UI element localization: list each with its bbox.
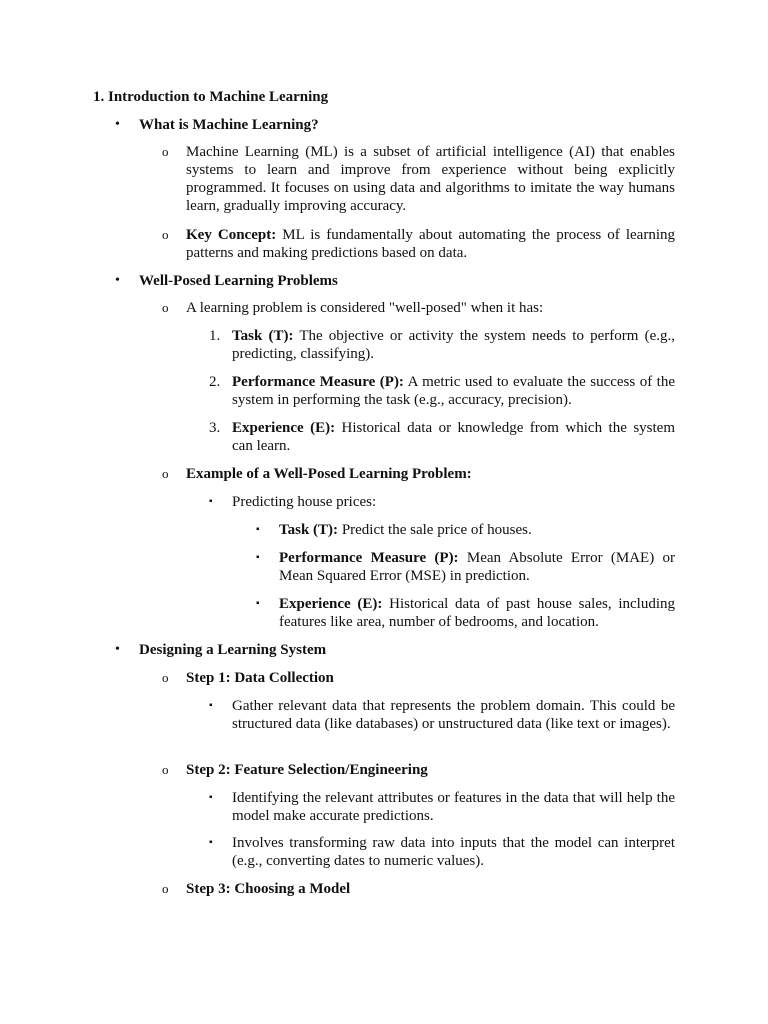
item-text: Predict the sale price of houses.	[338, 522, 532, 538]
item-text: Historical data of past house sales, including features like area, number of bedrooms, and location.	[279, 596, 675, 630]
step2-title: Step 2: Feature Selection/Engineering	[186, 762, 428, 778]
step3-title: Step 3: Choosing a Model	[186, 881, 351, 897]
example-item-performance	[279, 549, 675, 585]
designing-title: Designing a Learning System	[139, 642, 327, 658]
square-bullet-glyph: ▪	[209, 837, 213, 848]
list-item-performance	[232, 373, 675, 409]
step2-item: Involves transforming raw data into inputs that the model can interpret (e.g., converting dates to numeric values).	[232, 835, 675, 869]
item-label: Experience (E):	[279, 596, 383, 612]
bullet-glyph: •	[115, 642, 120, 657]
circle-bullet-glyph: o	[162, 762, 169, 777]
example-item-task	[279, 521, 675, 539]
square-bullet-glyph: ▪	[209, 700, 213, 711]
well-posed-intro: A learning problem is considered "well-posed" when it has:	[186, 300, 544, 316]
example-intro: Predicting house prices:	[232, 494, 377, 510]
circle-bullet-glyph: o	[162, 466, 169, 481]
item-label: Task (T):	[279, 522, 339, 538]
section-heading: 1. Introduction to Machine Learning	[93, 89, 329, 105]
circle-bullet-glyph: o	[162, 300, 169, 315]
square-bullet-glyph: ▪	[256, 598, 260, 609]
square-bullet-glyph: ▪	[209, 496, 213, 507]
list-item-experience	[232, 419, 675, 455]
bullet-glyph: •	[115, 273, 120, 288]
list-number: 1.	[209, 328, 221, 344]
circle-bullet-glyph: o	[162, 881, 169, 896]
square-bullet-glyph: ▪	[256, 524, 260, 535]
list-number: 3.	[209, 420, 221, 436]
example-title: Example of a Well-Posed Learning Problem:	[186, 466, 472, 482]
circle-bullet-glyph: o	[162, 670, 169, 685]
key-concept	[186, 226, 675, 262]
item-label: Task (T):	[232, 328, 294, 344]
item-text: The objective or activity the system needs to perform (e.g., predicting, classifying).	[232, 328, 675, 362]
key-concept-label: Key Concept:	[186, 227, 277, 243]
square-bullet-glyph: ▪	[209, 792, 213, 803]
step1-item: Gather relevant data that represents the problem domain. This could be structured data (like databases) or unstructured data (like text or images).	[232, 698, 675, 732]
item-text: Mean Absolute Error (MAE) or Mean Squared Error (MSE) in prediction.	[279, 550, 675, 584]
item-label: Experience (E):	[232, 420, 336, 436]
key-concept-text: ML is fundamentally about automating the process of learning patterns and making predictions based on data.	[186, 227, 675, 261]
step1-title: Step 1: Data Collection	[186, 670, 334, 686]
item-label: Performance Measure (P):	[279, 550, 459, 566]
circle-bullet-glyph: o	[162, 144, 169, 159]
list-item-task	[232, 327, 675, 363]
item-text: A metric used to evaluate the success of the system in performing the task (e.g., accuracy, precision).	[232, 374, 675, 408]
item-text: Historical data or knowledge from which the system can learn.	[232, 420, 675, 454]
ml-definition: Machine Learning (ML) is a subset of artificial intelligence (AI) that enables systems to learn and improve from experience without being explicitly programmed. It focuses on using data and algorithms to imitate the way humans learn, gradually improving accuracy.	[186, 144, 675, 214]
step2-item: Identifying the relevant attributes or features in the data that will help the model make accurate predictions.	[232, 790, 675, 824]
list-number: 2.	[209, 374, 221, 390]
well-posed-title: Well-Posed Learning Problems	[139, 273, 338, 289]
example-item-experience	[279, 595, 675, 631]
square-bullet-glyph: ▪	[256, 552, 260, 563]
circle-bullet-glyph: o	[162, 227, 169, 242]
bullet-glyph: •	[115, 117, 120, 132]
item-label: Performance Measure (P):	[232, 374, 404, 390]
what-is-ml-title: What is Machine Learning?	[139, 117, 319, 133]
